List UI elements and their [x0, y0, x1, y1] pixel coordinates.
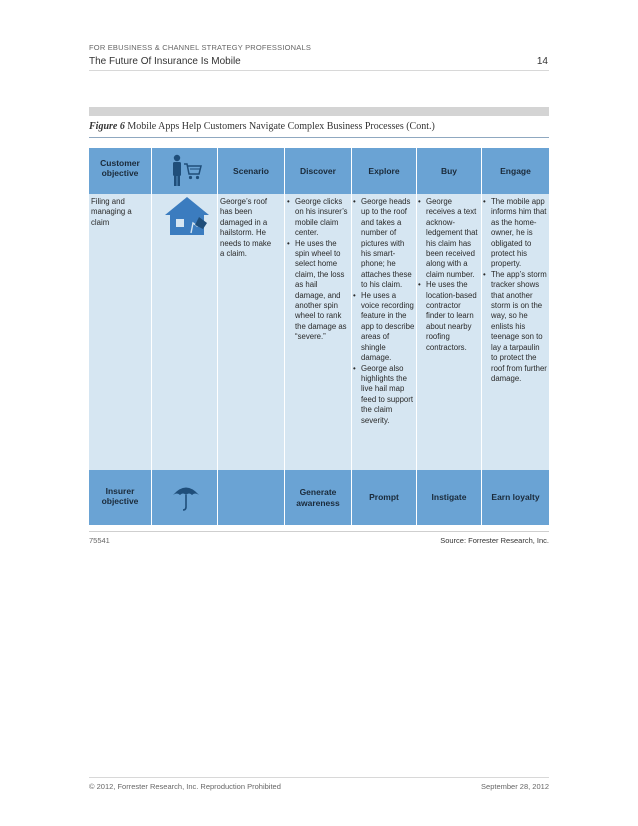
source-divider	[89, 531, 549, 532]
insurer-objective-label: Insurer objective	[101, 486, 139, 507]
copyright-notice: © 2012, Forrester Research, Inc. Reproduction Prohibited	[89, 782, 281, 791]
insurer-prompt: Prompt	[369, 492, 399, 503]
column-divider	[284, 148, 285, 525]
figure-title	[89, 121, 435, 132]
column-header-discover: Discover	[300, 166, 336, 176]
insurer-instigate: Instigate	[431, 492, 467, 503]
explore-cell	[353, 197, 415, 426]
umbrella-icon	[171, 482, 201, 517]
figure-source: Source: Forrester Research, Inc.	[440, 536, 549, 545]
buy-item: • He uses the location-based contractor finder to learn about nearby roofing contractors.	[418, 280, 480, 353]
discover-item: • George clicks on his insurer’s mobile claim center.	[287, 197, 350, 239]
column-header-explore: Explore	[368, 166, 400, 176]
figure-divider	[89, 137, 549, 138]
figure-caption: Mobile Apps Help Customers Navigate Complex Business Processes (Cont.)	[127, 121, 435, 132]
figure-band	[89, 107, 549, 116]
report-title: The Future Of Insurance Is Mobile	[89, 56, 241, 67]
buy-cell	[418, 197, 480, 353]
scenario-cell: George’s roof has been damaged in a hailstorm. He needs to make a claim.	[220, 197, 272, 259]
column-divider	[151, 148, 152, 525]
figure-id: 75541	[89, 536, 110, 545]
column-header-scenario: Scenario	[233, 166, 269, 176]
engage-item: • The app’s storm tracker shows that another storm is on the way, so he enlists his teenage son to lay a tarpaulin to protect the roof from further damage.	[483, 270, 547, 384]
footer-divider	[89, 777, 549, 778]
header-divider	[89, 70, 549, 71]
explore-item: • George heads up to the roof and takes a number of pictures with his smart-phone; he attaches these to his claim.	[353, 197, 415, 291]
column-divider	[217, 148, 218, 525]
column-header-buy: Buy	[440, 166, 458, 176]
customer-objective-label: Customer objective	[100, 158, 140, 179]
discover-item: • He uses the spin wheel to select home claim, the loss as hail damage, and another spin wheel to rank the damage as “severe.”	[287, 239, 350, 343]
damaged-house-icon	[163, 195, 211, 242]
insurer-generate-awareness: Generate awareness	[296, 487, 340, 508]
insurer-earn-loyalty: Earn loyalty	[491, 492, 540, 503]
column-divider	[416, 148, 417, 525]
engage-cell	[483, 197, 547, 384]
customer-journey-table	[89, 148, 549, 525]
figure-label: Figure 6	[89, 121, 125, 132]
column-divider	[351, 148, 352, 525]
person-with-cart-icon	[169, 154, 203, 193]
buy-item: • George receives a text acknow-ledgement that his claim has been received along with a claim number.	[418, 197, 480, 280]
column-header-engage: Engage	[500, 166, 531, 176]
explore-item: • George also highlights the live hail map feed to support the claim severity.	[353, 364, 415, 426]
explore-item: • He uses a voice recording feature in the app to describe areas of shingle damage.	[353, 291, 415, 364]
engage-item: • The mobile app informs him that as the home-owner, he is obligated to protect his property.	[483, 197, 547, 270]
discover-cell	[287, 197, 350, 343]
publication-date: September 28, 2012	[481, 782, 549, 791]
report-kicker: FOR EBUSINESS & CHANNEL STRATEGY PROFESSIONALS	[89, 43, 312, 52]
column-divider	[481, 148, 482, 525]
row-objective: Filing and managing a claim	[91, 197, 132, 227]
page-number: 14	[536, 56, 548, 67]
